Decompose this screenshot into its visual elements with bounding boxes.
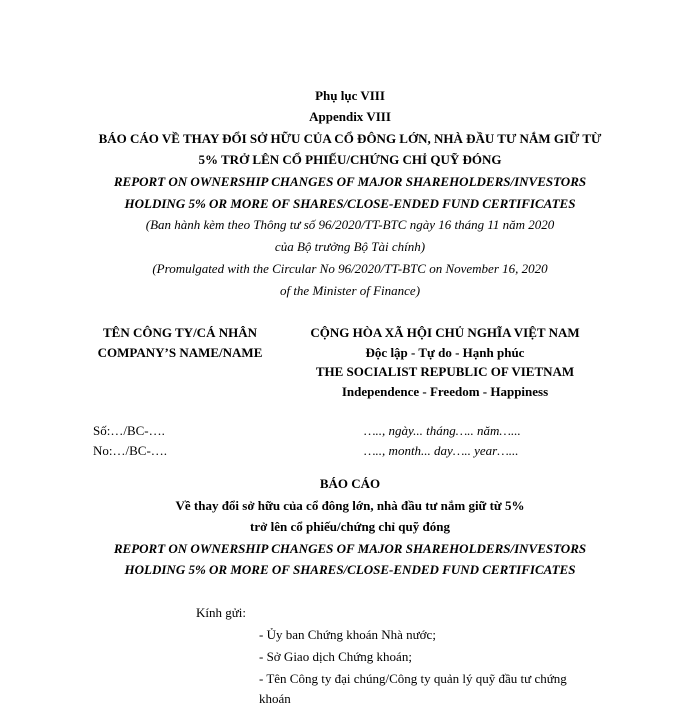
issued-en-line-1: (Promulgated with the Circular No 96/2020/TT-BTC on November 16, 2020	[152, 261, 548, 276]
recipient-item: - Ủy ban Chứng khoán Nhà nước;	[259, 627, 436, 642]
report-number-en: No:…/BC-….	[93, 443, 168, 458]
republic-en: THE SOCIALIST REPUBLIC OF VIETNAM	[315, 364, 575, 379]
appendix-vn: Phụ lục VIII	[315, 88, 385, 103]
title-en-line-2: HOLDING 5% OR MORE OF SHARES/CLOSE-ENDED FUND CERTIFICATES	[124, 196, 576, 211]
title-vn-line-2: 5% TRỞ LÊN CỔ PHIẾU/CHỨNG CHỈ QUỸ ĐÓNG	[198, 152, 502, 167]
report-date-vn: ….., ngày... tháng….. năm…...	[364, 423, 521, 438]
company-name-vn: TÊN CÔNG TY/CÁ NHÂN	[103, 325, 257, 340]
issued-vn-line-1: (Ban hành kèm theo Thông tư số 96/2020/TT-BTC ngày 16 tháng 11 năm 2020	[145, 217, 555, 232]
company-name-en: COMPANY’S NAME/NAME	[97, 345, 263, 360]
republic-vn: CỘNG HÒA XÃ HỘI CHỦ NGHĨA VIỆT NAM	[310, 325, 580, 340]
report-subtitle-en-2: HOLDING 5% OR MORE OF SHARES/CLOSE-ENDED FUND CERTIFICATES	[124, 562, 576, 577]
report-subtitle-vn-1: Về thay đổi sở hữu của cổ đông lớn, nhà đầu tư nắm giữ từ 5%	[175, 498, 525, 513]
report-date-en: ….., month... day….. year…...	[364, 443, 519, 458]
title-en-line-1: REPORT ON OWNERSHIP CHANGES OF MAJOR SHAREHOLDERS/INVESTORS	[113, 174, 587, 189]
recipient-item: - Tên Công ty đại chúng/Công ty quản lý quỹ đầu tư chứng	[259, 671, 567, 686]
issued-en-line-2: of the Minister of Finance)	[279, 283, 421, 298]
report-number-vn: Số:…/BC-….	[93, 423, 165, 438]
motto-vn: Độc lập - Tự do - Hạnh phúc	[365, 345, 525, 360]
appendix-en: Appendix VIII	[309, 109, 391, 124]
issued-vn-line-2: của Bộ trưởng Bộ Tài chính)	[274, 239, 426, 254]
recipient-item: - Sở Giao dịch Chứng khoán;	[259, 649, 412, 664]
recipients-label: Kính gửi:	[196, 605, 247, 620]
report-subtitle-en-1: REPORT ON OWNERSHIP CHANGES OF MAJOR SHAREHOLDERS/INVESTORS	[113, 541, 587, 556]
recipient-item-continuation: khoán	[259, 691, 291, 706]
title-vn-line-1: BÁO CÁO VỀ THAY ĐỔI SỞ HỮU CỦA CỔ ĐÔNG LỚN, NHÀ ĐẦU TƯ NẮM GIỮ TỪ	[98, 131, 602, 146]
motto-en: Independence - Freedom - Happiness	[341, 384, 549, 399]
report-title: BÁO CÁO	[319, 476, 381, 491]
report-subtitle-vn-2: trở lên cổ phiếu/chứng chỉ quỹ đóng	[250, 519, 450, 534]
